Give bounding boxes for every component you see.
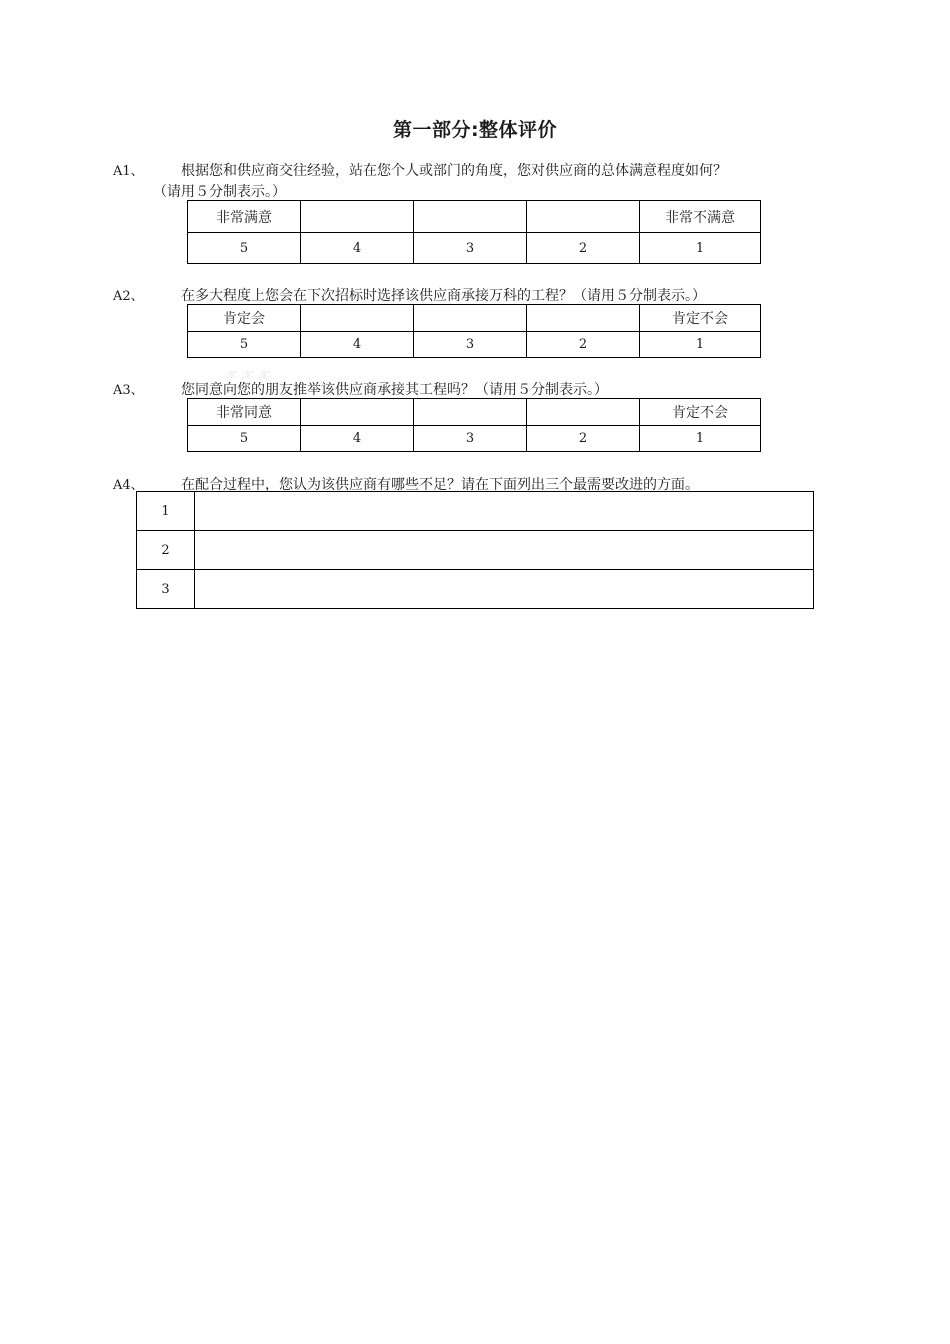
table-row bbox=[137, 531, 814, 570]
row-number: 2 bbox=[137, 531, 195, 570]
scale-score[interactable]: 1 bbox=[640, 332, 761, 358]
scale-score[interactable]: 1 bbox=[640, 233, 761, 264]
improvement-table bbox=[136, 491, 814, 609]
scale-label[interactable] bbox=[527, 305, 640, 332]
scale-label: 肯定不会 bbox=[640, 399, 761, 426]
question-text: 您同意向您的朋友推举该供应商承接其工程吗？（请用５分制表示。） bbox=[181, 382, 608, 398]
scale-label[interactable] bbox=[414, 399, 527, 426]
question-number: A3、 bbox=[113, 383, 144, 398]
scale-label: 非常满意 bbox=[188, 201, 301, 233]
scale-score[interactable]: 2 bbox=[527, 332, 640, 358]
watermark: 𝔁𝔁𝔁 bbox=[225, 357, 276, 385]
scale-score[interactable]: 4 bbox=[301, 233, 414, 264]
answer-field[interactable] bbox=[195, 531, 814, 570]
question-text: 在多大程度上您会在下次招标时选择该供应商承接万科的工程？（请用５分制表示。） bbox=[181, 288, 706, 304]
page-title: 第一部分:整体评价 bbox=[392, 119, 558, 141]
question-a1-note: （请用５分制表示。） bbox=[153, 184, 286, 200]
scale-score[interactable]: 3 bbox=[414, 233, 527, 264]
scale-score[interactable]: 2 bbox=[527, 426, 640, 452]
rating-scale-a1 bbox=[187, 200, 761, 264]
question-text: 根据您和供应商交往经验，站在您个人或部门的角度，您对供应商的总体满意程度如何？ bbox=[181, 163, 727, 179]
scale-label[interactable] bbox=[301, 201, 414, 233]
scale-label: 非常不满意 bbox=[640, 201, 761, 233]
scale-label[interactable] bbox=[301, 399, 414, 426]
scale-score[interactable]: 5 bbox=[188, 332, 301, 358]
scale-label[interactable] bbox=[527, 201, 640, 233]
question-number: A2、 bbox=[113, 289, 144, 304]
answer-field[interactable] bbox=[195, 492, 814, 531]
rating-scale-a3 bbox=[187, 398, 761, 452]
scale-label[interactable] bbox=[527, 399, 640, 426]
question-number: A4、 bbox=[113, 478, 144, 493]
scale-score[interactable]: 4 bbox=[301, 332, 414, 358]
scale-label: 肯定不会 bbox=[640, 305, 761, 332]
scale-label: 肯定会 bbox=[188, 305, 301, 332]
scale-label[interactable] bbox=[414, 305, 527, 332]
scale-score[interactable]: 3 bbox=[414, 332, 527, 358]
scale-score[interactable]: 5 bbox=[188, 426, 301, 452]
question-text: 在配合过程中，您认为该供应商有哪些不足？请在下面列出三个最需要改进的方面。 bbox=[181, 477, 699, 493]
question-number: A1、 bbox=[113, 164, 144, 179]
table-row bbox=[137, 492, 814, 531]
table-row bbox=[137, 570, 814, 609]
scale-score[interactable]: 2 bbox=[527, 233, 640, 264]
answer-field[interactable] bbox=[195, 570, 814, 609]
scale-score[interactable]: 4 bbox=[301, 426, 414, 452]
scale-score[interactable]: 5 bbox=[188, 233, 301, 264]
scale-label: 非常同意 bbox=[188, 399, 301, 426]
rating-scale-a2 bbox=[187, 304, 761, 358]
scale-score[interactable]: 1 bbox=[640, 426, 761, 452]
row-number: 1 bbox=[137, 492, 195, 531]
scale-score[interactable]: 3 bbox=[414, 426, 527, 452]
scale-label[interactable] bbox=[301, 305, 414, 332]
scale-label[interactable] bbox=[414, 201, 527, 233]
row-number: 3 bbox=[137, 570, 195, 609]
